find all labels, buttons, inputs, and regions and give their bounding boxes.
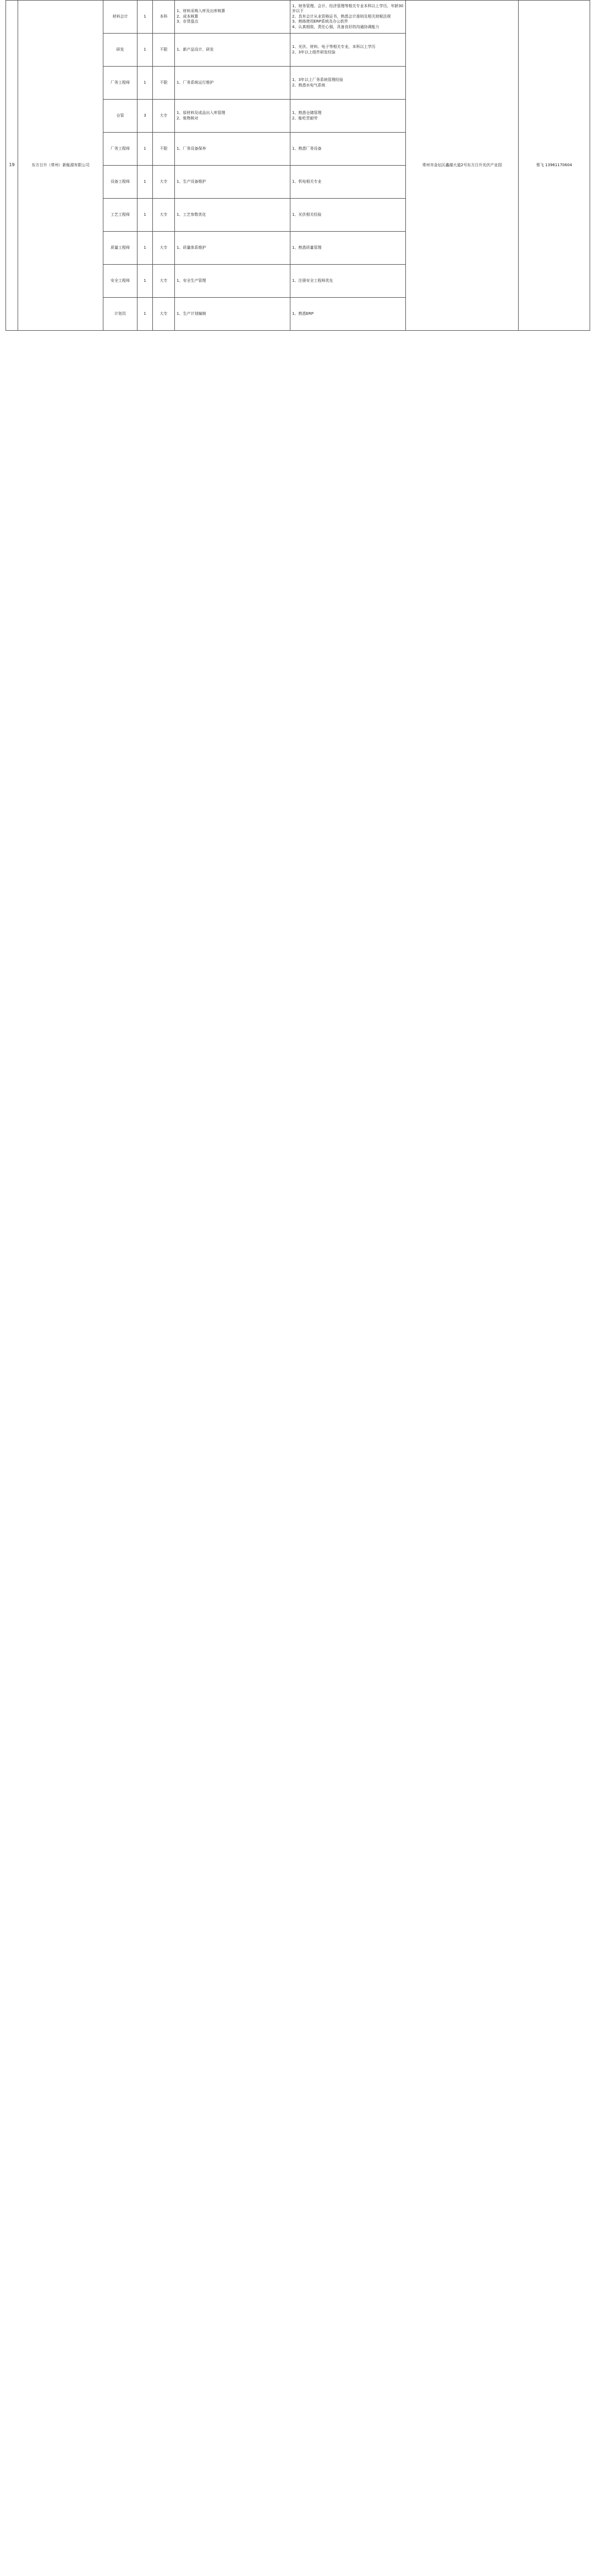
duty-line: 2、成本核算	[177, 14, 199, 19]
req-line: 2、熟悉水电气系统	[292, 83, 326, 87]
job-req	[290, 232, 406, 265]
duty-line: 1、生产设备维护	[177, 179, 206, 184]
job-req	[290, 34, 406, 67]
job-count: 1	[138, 133, 153, 166]
job-count: 3	[138, 100, 153, 133]
req-line: 1、光伏相关经验	[292, 212, 322, 217]
job-title: 厂务工程师	[103, 133, 138, 166]
job-req	[290, 1, 406, 34]
job-duty	[175, 298, 290, 331]
job-count: 1	[138, 1, 153, 34]
job-duty	[175, 133, 290, 166]
job-title: 厂务工程师	[103, 67, 138, 100]
job-req	[290, 100, 406, 133]
job-duty	[175, 34, 290, 67]
job-edu: 大专	[153, 199, 175, 232]
req-line: 1、3年以上厂务系统管理经验	[292, 78, 343, 83]
job-edu: 大专	[153, 298, 175, 331]
req-line: 1、机电相关专业	[292, 179, 322, 184]
job-edu: 本科	[153, 1, 175, 34]
duty-line: 1、生产计划编制	[177, 311, 206, 316]
job-edu: 不限	[153, 133, 175, 166]
req-line: 1、熟悉ERP	[292, 311, 314, 316]
job-title: 设备工程师	[103, 166, 138, 199]
job-title: 仓管	[103, 100, 138, 133]
job-duty	[175, 199, 290, 232]
job-duty	[175, 67, 290, 100]
job-count: 1	[138, 232, 153, 265]
company-address: 常州市金坛区鑫湖大道2号东方日升光伏产业园	[406, 1, 519, 331]
job-title: 研发	[103, 34, 138, 67]
job-duty	[175, 166, 290, 199]
req-line: 1、熟悉质量管理	[292, 245, 322, 250]
req-line: 1、熟悉厂务设备	[292, 146, 322, 151]
job-duty	[175, 1, 290, 34]
job-edu: 不限	[153, 67, 175, 100]
req-line: 3、熟练使用ERP系统及办公软件	[292, 19, 348, 24]
job-edu: 大专	[153, 166, 175, 199]
job-req	[290, 265, 406, 298]
job-req	[290, 166, 406, 199]
req-line: 1、熟悉仓储管理	[292, 111, 322, 116]
duty-line: 1、原材料及成品出入库管理	[177, 111, 226, 116]
company-name: 东方日升（常州）新能源有限公司	[18, 1, 103, 331]
job-count: 1	[138, 166, 153, 199]
job-duty	[175, 265, 290, 298]
req-line: 1、注册安全工程师优先	[292, 278, 333, 283]
req-line: 1、光伏、材料、电子等相关专业，本科以上学历	[292, 45, 376, 50]
job-table	[6, 0, 590, 331]
job-count: 1	[138, 34, 153, 67]
duty-line: 1、安全生产管理	[177, 278, 206, 283]
req-line: 2、能吃苦耐劳	[292, 116, 318, 121]
company-contact: 蔡飞 13961170604	[519, 1, 590, 331]
duty-line: 2、账物核对	[177, 116, 199, 121]
job-count: 1	[138, 67, 153, 100]
job-req	[290, 298, 406, 331]
seq-cell: 19	[6, 1, 18, 331]
req-line: 2、具有会计从业资格证书，熟悉会计准则及相关财税法规	[292, 14, 391, 19]
job-count: 1	[138, 298, 153, 331]
job-req	[290, 133, 406, 166]
job-count: 1	[138, 265, 153, 298]
duty-line: 1、厂务设备保养	[177, 146, 206, 151]
duty-line: 1、材料采购入库及出库核算	[177, 9, 226, 14]
duty-line: 3、存货盘点	[177, 19, 199, 24]
req-line: 1、财务管理、会计、经济管理等相关专业本科以上学历，年龄30岁以下	[292, 3, 404, 14]
duty-line: 1、厂务系统运行维护	[177, 80, 214, 85]
job-title: 材料会计	[103, 1, 138, 34]
req-line: 2、3年以上组件研发经验	[292, 50, 336, 54]
job-edu: 大专	[153, 100, 175, 133]
job-req	[290, 199, 406, 232]
job-duty	[175, 100, 290, 133]
duty-line: 1、工艺参数优化	[177, 212, 206, 217]
job-title: 工艺工程师	[103, 199, 138, 232]
job-row	[6, 1, 590, 34]
job-edu: 大专	[153, 232, 175, 265]
job-edu: 不限	[153, 34, 175, 67]
job-title: 质量工程师	[103, 232, 138, 265]
req-line: 4、认真细致，责任心强，具备良好的沟通协调能力	[292, 24, 380, 29]
job-count: 1	[138, 199, 153, 232]
job-edu: 大专	[153, 265, 175, 298]
duty-line: 1、质量体系维护	[177, 245, 206, 250]
job-req	[290, 67, 406, 100]
duty-line: 1、新产品设计、研发	[177, 47, 214, 52]
job-title: 安全工程师	[103, 265, 138, 298]
job-duty	[175, 232, 290, 265]
job-title: 计划员	[103, 298, 138, 331]
